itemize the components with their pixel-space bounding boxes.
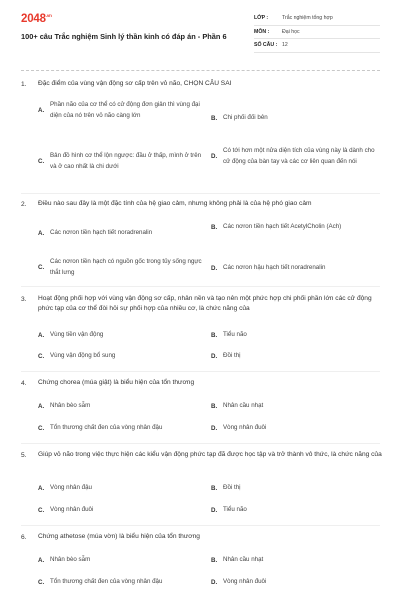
option-d[interactable] [211, 351, 381, 362]
option-letter: C. [38, 424, 45, 432]
question-separator [21, 443, 380, 444]
question-text: Chứng athetose (múa vờn) là biểu hiện của tổn thương [38, 533, 200, 540]
question-text: Chứng chorea (múa giật) là biểu hiện của tổn thương [38, 379, 195, 386]
site-logo[interactable] [21, 13, 52, 25]
option-text: Các nơron hậu hạch tiết noradrenalin [223, 264, 326, 271]
option-b[interactable] [211, 401, 381, 412]
question-text: Hoạt động phối hợp với vùng vận động sơ cấp, nhân nền và tạo nên một phức hợp chi phối phần lớn các cử động phức tạp của cơ thể đòi hỏi sự phối hợp của nhiều cơ, là chức năng của [38, 295, 372, 313]
meta-table [254, 12, 380, 53]
question-number: 4. [21, 380, 27, 387]
meta-key: SỐ CÂU : [254, 42, 278, 49]
option-letter: C. [38, 158, 45, 165]
option-letter: B. [211, 114, 218, 122]
option-text: Tổn thương chất đen của vòng nhân đậu [50, 424, 163, 431]
option-d[interactable] [211, 146, 381, 167]
option-letter: D. [211, 424, 218, 432]
option-b[interactable] [211, 222, 381, 233]
option-letter: C. [38, 264, 45, 271]
option-c[interactable] [38, 151, 203, 172]
option-a[interactable] [38, 330, 203, 341]
option-c[interactable] [38, 577, 203, 588]
logo-suffix: .vn [45, 13, 52, 19]
option-b[interactable] [211, 113, 381, 124]
meta-key: LỚP : [254, 15, 269, 22]
meta-row-class [254, 12, 380, 26]
option-letter: D. [211, 352, 218, 360]
option-a[interactable] [38, 228, 203, 239]
option-c[interactable] [38, 257, 203, 278]
option-a[interactable] [38, 401, 203, 412]
option-letter: B. [211, 331, 218, 339]
option-d[interactable] [211, 263, 381, 274]
page-header [0, 0, 400, 66]
option-letter: D. [211, 578, 218, 586]
option-text: Phần não của cơ thể có cử động đơn giản thì vùng đại diện của nó trên vỏ não càng lớn [50, 101, 200, 119]
option-text: Đồi thị [223, 352, 241, 359]
option-text: Các nơron tiền hạch tiết AcetylCholin (Ach) [223, 223, 342, 230]
option-text: Nhân bèo sẫm [50, 402, 91, 409]
option-text: Vòng nhân đậu [50, 484, 92, 491]
header-divider [21, 70, 380, 71]
question-separator [21, 525, 380, 526]
option-letter: A. [38, 229, 45, 237]
option-c[interactable] [38, 351, 203, 362]
meta-value: Trắc nghiệm tổng hợp [282, 15, 333, 22]
option-letter: B. [211, 223, 218, 231]
option-text: Vòng nhân đuôi [223, 424, 267, 431]
option-text: Tiểu não [223, 331, 247, 338]
option-text: Có tới hơn một nửa diện tích của vùng này là dành cho cử động của bàn tay và các cơ liên quan đến nói [223, 147, 375, 165]
option-letter: D. [211, 264, 218, 272]
question-text: Giúp vỏ não trong việc thực hiện các kiểu vận động phức tạp đã được học tập và trở thành vô thức, là chức năng của [38, 451, 382, 458]
option-text: Tổn thương chất đen của vòng nhân đậu [50, 578, 163, 585]
option-text: Vùng tiền vận động [50, 331, 104, 338]
meta-key: MÔN : [254, 28, 270, 35]
meta-value: 12 [282, 42, 288, 49]
option-letter: B. [211, 484, 218, 492]
option-letter: A. [38, 402, 45, 410]
question-separator [21, 193, 380, 194]
option-text: Nhân cầu nhạt [223, 556, 264, 563]
option-text: Vùng vận động bổ sung [50, 352, 116, 359]
option-d[interactable] [211, 423, 381, 434]
question-separator [21, 371, 380, 372]
option-text: Chi phối đối bên [223, 114, 268, 121]
option-text: Tiểu não [223, 506, 247, 513]
meta-row-count [254, 39, 380, 53]
option-b[interactable] [211, 483, 381, 494]
question-number: 6. [21, 534, 27, 541]
option-a[interactable] [38, 555, 203, 566]
option-letter: D. [211, 506, 218, 514]
question-number: 1. [21, 81, 27, 88]
meta-value: Đại học [282, 28, 300, 35]
option-text: Vòng nhân đuôi [50, 506, 94, 513]
option-text: Đồi thị [223, 484, 241, 491]
option-c[interactable] [38, 505, 203, 516]
question-separator [21, 286, 380, 287]
question-number: 3. [21, 296, 27, 303]
logo-text: 2048 [21, 13, 46, 25]
option-text: Các nơron tiền hạch tiết noradrenalin [50, 229, 153, 236]
option-a[interactable] [38, 483, 203, 494]
option-letter: C. [38, 506, 45, 514]
document-title: 100+ câu Trắc nghiệm Sinh lý thần kinh có đáp án - Phần 6 [21, 32, 227, 41]
option-b[interactable] [211, 330, 381, 341]
option-letter: A. [38, 556, 45, 564]
option-c[interactable] [38, 423, 203, 434]
option-text: Các nơron tiền hạch có nguồn gốc trong tủy sống ngực thắt lưng [50, 258, 202, 276]
question-number: 2. [21, 201, 27, 208]
option-text: Vòng nhân đuôi [223, 578, 267, 585]
question-text: Đặc điểm của vùng vận động sơ cấp trên vỏ não, CHỌN CÂU SAI [38, 80, 232, 87]
option-letter: C. [38, 578, 45, 586]
option-letter: A. [38, 484, 45, 492]
option-letter: B. [211, 556, 218, 564]
option-text: Nhân cầu nhạt [223, 402, 264, 409]
option-letter: C. [38, 352, 45, 360]
option-d[interactable] [211, 505, 381, 516]
option-letter: B. [211, 402, 218, 410]
option-d[interactable] [211, 577, 381, 588]
option-letter: A. [38, 107, 45, 114]
option-a[interactable] [38, 100, 203, 121]
option-letter: A. [38, 331, 45, 339]
option-letter: D. [211, 153, 218, 160]
option-text: Nhân bèo sẫm [50, 556, 91, 563]
question-text: Điều nào sau đây là một đặc tính của hệ giao cảm, nhưng không phải là của hệ phó giao cảm [38, 200, 312, 207]
meta-row-subject [254, 26, 380, 40]
option-b[interactable] [211, 555, 381, 566]
option-text: Bản đồ hình cơ thể lộn ngược: đầu ở thấp, mình ở trên và ở cao nhất là chi dưới [50, 152, 202, 170]
question-number: 5. [21, 452, 27, 459]
